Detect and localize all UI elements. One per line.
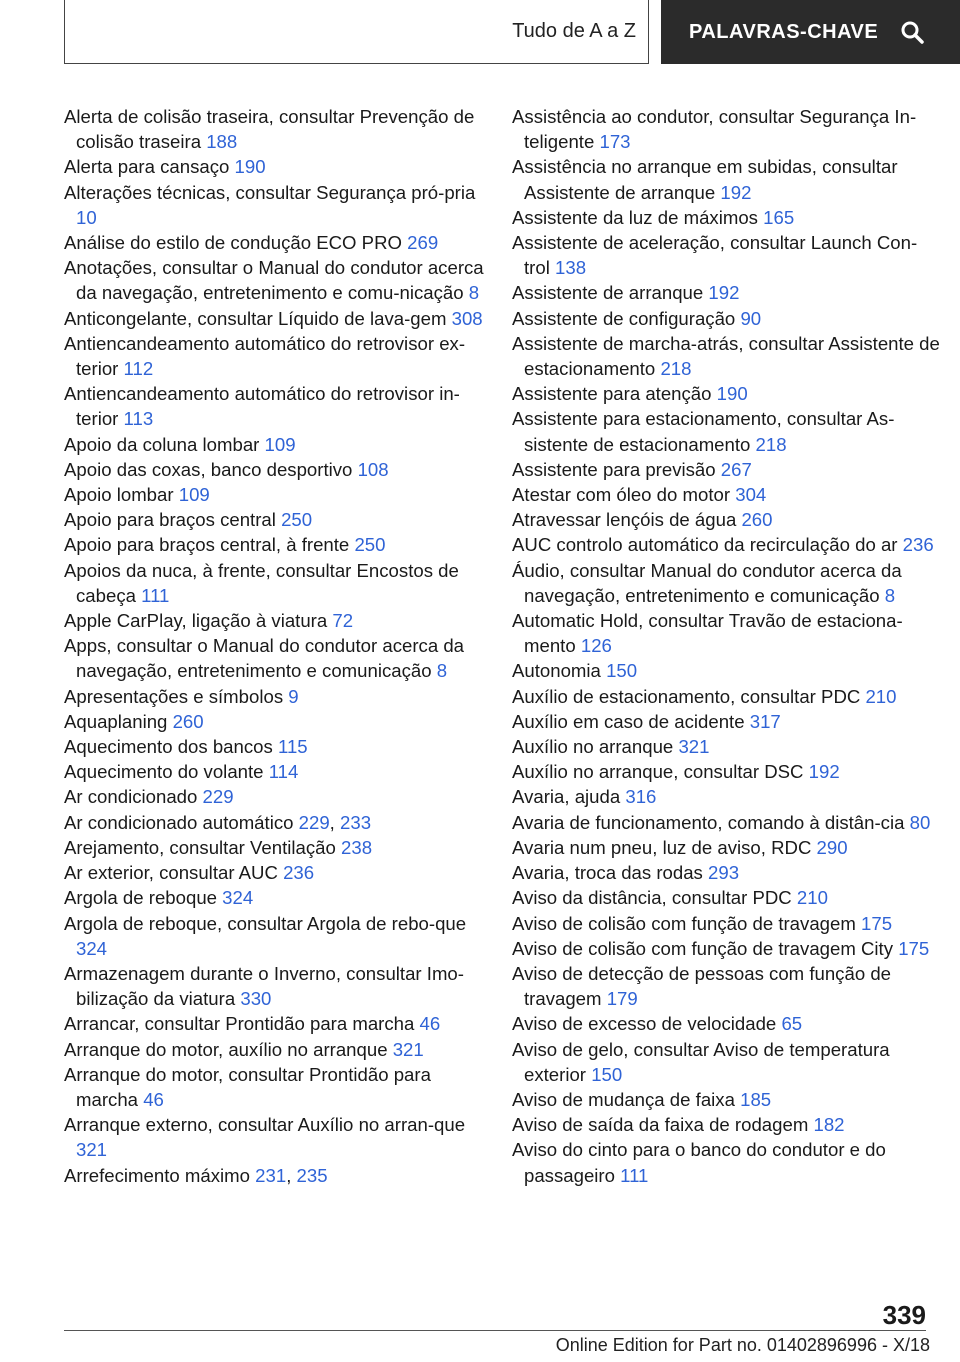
index-entry — [512, 709, 942, 734]
index-entry — [512, 961, 942, 1011]
index-entry — [64, 608, 494, 633]
index-entry — [512, 784, 942, 809]
index-term: Arrefecimento máximo — [64, 1164, 250, 1186]
page-link[interactable]: 190 — [234, 156, 266, 178]
index-term: Aquaplaning — [64, 710, 168, 732]
page-link[interactable]: 316 — [625, 786, 657, 808]
index-entry — [64, 306, 494, 331]
page-link[interactable]: 126 — [580, 635, 612, 657]
page-link[interactable]: 10 — [76, 206, 97, 228]
index-term: Aviso de gelo, consultar Aviso de temperatura exterior — [512, 1038, 890, 1085]
index-entry — [64, 457, 494, 482]
index-term: Arranque externo, consultar Auxílio no arran‐que — [64, 1114, 466, 1136]
page-link[interactable]: 109 — [178, 484, 210, 506]
page-link[interactable]: 192 — [720, 181, 752, 203]
page-link[interactable]: 115 — [277, 736, 308, 758]
index-entry — [64, 104, 494, 154]
page-link[interactable]: 293 — [708, 862, 740, 884]
page-link[interactable]: 150 — [606, 660, 638, 682]
index-entry — [512, 457, 942, 482]
page-link[interactable]: 238 — [341, 836, 373, 858]
index-entry — [512, 306, 942, 331]
index-entry — [512, 280, 942, 305]
page-link[interactable]: 111 — [620, 1164, 649, 1186]
index-term: Autonomia — [512, 660, 601, 682]
index-entry — [512, 835, 942, 860]
page-number: 339 — [882, 1300, 926, 1330]
index-entry — [64, 835, 494, 860]
index-term: Aviso de colisão com função de travagem — [512, 912, 856, 934]
page-link[interactable]: 138 — [555, 257, 587, 279]
page-link[interactable]: 321 — [678, 736, 710, 758]
index-entry — [512, 482, 942, 507]
index-term: Auxílio no arranque — [512, 736, 674, 758]
index-column-right — [512, 104, 942, 1188]
index-entry — [512, 1112, 942, 1137]
page-link[interactable]: 324 — [76, 937, 108, 959]
index-term: Antiencandeamento automático do retrovisor in‐terior — [64, 383, 460, 430]
page-link[interactable]: 165 — [763, 206, 795, 228]
index-term: Apresentações e símbolos — [64, 685, 284, 707]
index-term: Aviso do cinto para o banco do condutor e do passageiro — [512, 1139, 886, 1186]
index-entry — [64, 1112, 494, 1162]
index-term: Assistente de marcha-atrás, consultar Assistente de estacionamento — [512, 332, 940, 380]
keywords-tab-label: PALAVRAS-CHAVE — [689, 20, 879, 43]
index-entry — [512, 154, 942, 204]
page-link[interactable]: 109 — [264, 433, 296, 455]
page-link[interactable]: 324 — [222, 887, 254, 909]
index-term: AUC controlo automático da recirculação do ar — [512, 534, 898, 556]
page-link[interactable]: 218 — [660, 358, 692, 380]
index-term: Assistente de arranque — [512, 282, 704, 304]
index-entry — [64, 1062, 494, 1112]
index-term: Anticongelante, consultar Líquido de lava‐gem — [64, 307, 447, 329]
page-link[interactable]: 308 — [451, 307, 483, 329]
page-link[interactable]: 233 — [340, 811, 372, 833]
page-link[interactable]: 150 — [591, 1063, 623, 1085]
index-entry — [512, 381, 942, 406]
search-icon — [900, 20, 924, 44]
index-entry — [512, 1011, 942, 1036]
page-link[interactable]: 175 — [861, 912, 893, 934]
index-term: Áudio, consultar Manual do condutor acerca da navegação, entretenimento e comunicação — [512, 559, 902, 606]
index-entry — [64, 759, 494, 784]
index-term: Assistente para previsão — [512, 458, 716, 480]
page-link[interactable]: 229 — [298, 811, 330, 833]
index-term: Avaria, troca das rodas — [512, 862, 703, 884]
index-term: Apoios da nuca, à frente, consultar Encostos de cabeça — [64, 559, 459, 606]
index-term: Aviso de detecção de pessoas com função de travagem — [512, 962, 892, 1010]
index-entry — [512, 810, 942, 835]
index-entry — [64, 381, 494, 431]
index-term: Arrancar, consultar Prontidão para marcha — [64, 1013, 415, 1035]
index-entry — [512, 1037, 942, 1087]
index-entry — [512, 658, 942, 683]
index-term: Auxílio em caso de acidente — [512, 710, 745, 732]
index-term: Assistente de aceleração, consultar Launch Con‐trol — [512, 232, 918, 279]
index-entry — [512, 406, 942, 456]
index-term: Apoio das coxas, banco desportivo — [64, 458, 353, 480]
index-term: Assistente para estacionamento, consultar As‐sistente de estacionamento — [512, 408, 895, 455]
page-link[interactable]: 330 — [240, 988, 272, 1010]
page-link[interactable]: 317 — [749, 710, 781, 732]
index-term: Auxílio no arranque, consultar DSC — [512, 761, 804, 783]
index-term: Arranque do motor, consultar Prontidão para marcha — [64, 1063, 431, 1110]
page-link[interactable]: 304 — [735, 484, 767, 506]
index-entry — [512, 1087, 942, 1112]
page-link[interactable]: 9 — [288, 685, 299, 707]
index-term: Atestar com óleo do motor — [512, 484, 731, 506]
page-link[interactable]: 80 — [909, 811, 931, 833]
index-term: Arranque do motor, auxílio no arranque — [64, 1038, 388, 1060]
index-term: Avaria, ajuda — [512, 786, 621, 808]
index-term: Argola de reboque — [64, 887, 217, 909]
page-link[interactable]: 321 — [392, 1038, 424, 1060]
page-link[interactable]: 185 — [740, 1088, 772, 1110]
page-link[interactable]: 229 — [202, 786, 234, 808]
index-entry — [512, 608, 942, 658]
index-term: Alerta para cansaço — [64, 156, 230, 178]
index-entry — [64, 432, 494, 457]
index-term: Argola de reboque, consultar Argola de rebo‐que — [64, 912, 467, 934]
page-link[interactable]: 250 — [281, 509, 313, 531]
index-entry: Arrefecimento máximo 231, 235 — [64, 1164, 328, 1186]
page-link[interactable]: 260 — [172, 710, 204, 732]
page-link[interactable]: 65 — [781, 1013, 803, 1035]
footer-divider — [64, 1330, 926, 1331]
index-term: Aviso da distância, consultar PDC — [512, 887, 792, 909]
page-link[interactable]: 250 — [354, 534, 386, 556]
page-link[interactable]: 210 — [796, 887, 828, 909]
index-term: Assistência no arranque em subidas, consultar Assistente de arranque — [512, 156, 898, 203]
index-entry — [64, 482, 494, 507]
page-link[interactable]: 267 — [720, 458, 752, 480]
index-entry — [512, 230, 942, 280]
index-entry — [64, 911, 494, 961]
index-term: Aviso de colisão com função de travagem City — [512, 937, 894, 959]
index-term: Assistente de configuração — [512, 307, 736, 329]
index-entry — [64, 532, 494, 557]
index-term: Ar condicionado automático — [64, 811, 294, 833]
page-link[interactable]: 190 — [716, 383, 748, 405]
index-term: Arejamento, consultar Ventilação — [64, 836, 336, 858]
page-link[interactable]: 8 — [884, 584, 896, 606]
index-entry — [512, 507, 942, 532]
index-entry — [64, 633, 494, 683]
index-entry — [512, 104, 942, 154]
index-term: Alterações técnicas, consultar Segurança pró‐pria — [64, 181, 476, 203]
page-link[interactable]: 182 — [813, 1114, 845, 1136]
page-link[interactable]: 8 — [468, 282, 480, 304]
index-term: Antiencandeamento automático do retrovisor ex‐terior — [64, 332, 466, 380]
index-term: Aviso de mudança de faixa — [512, 1088, 735, 1110]
index-term: Alerta de colisão traseira, consultar Prevenção de colisão traseira — [64, 106, 475, 153]
index-term: Ar condicionado — [64, 786, 198, 808]
page-link[interactable]: 173 — [599, 131, 631, 153]
index-entry — [512, 911, 942, 936]
index-entry — [512, 205, 942, 230]
page-link[interactable]: 236 — [902, 534, 934, 556]
page-link[interactable]: 46 — [143, 1088, 164, 1110]
index-entry — [512, 860, 942, 885]
index-entry — [64, 1011, 494, 1036]
index-entry — [64, 1037, 494, 1062]
page-link[interactable]: 113 — [123, 408, 154, 430]
page-link[interactable]: 290 — [816, 836, 848, 858]
index-term: Assistente da luz de máximos — [512, 206, 758, 228]
index-entry — [512, 331, 942, 381]
section-tab-label: Tudo de A a Z — [512, 20, 636, 42]
page-link[interactable]: 192 — [808, 761, 840, 783]
index-entry — [512, 734, 942, 759]
index-entry — [512, 1137, 942, 1187]
index-term: Ar exterior, consultar AUC — [64, 862, 278, 884]
page-link[interactable]: 260 — [741, 509, 773, 531]
index-entry — [64, 230, 494, 255]
page-link[interactable]: 90 — [740, 307, 762, 329]
page-link[interactable]: 210 — [865, 685, 897, 707]
page-link[interactable]: 179 — [606, 988, 638, 1010]
index-entry — [512, 558, 942, 608]
page-link[interactable]: 108 — [357, 458, 389, 480]
index-term: Aquecimento dos bancos — [64, 736, 273, 758]
index-term: Auxílio de estacionamento, consultar PDC — [512, 685, 861, 707]
page-link[interactable]: 269 — [407, 232, 439, 254]
index-entry — [64, 860, 494, 885]
index-term: Avaria de funcionamento, comando à distân‐cia — [512, 811, 905, 833]
index-entry — [64, 734, 494, 759]
page-link[interactable]: 321 — [76, 1139, 108, 1161]
index-entry — [64, 255, 494, 305]
page-link[interactable]: 175 — [898, 937, 930, 959]
page-link[interactable]: 231 — [255, 1164, 287, 1186]
section-tab[interactable] — [64, 0, 649, 64]
index-entry — [64, 558, 494, 608]
page-link[interactable]: 72 — [332, 610, 354, 632]
index-entry — [64, 154, 494, 179]
index-term: Análise do estilo de condução ECO PRO — [64, 232, 402, 254]
page-link[interactable]: 114 — [268, 761, 299, 783]
index-column-left — [64, 104, 494, 1188]
index-term: Apoio para braços central, à frente — [64, 534, 350, 556]
index-entry — [512, 885, 942, 910]
index-term: Assistência ao condutor, consultar Segurança In‐teligente — [512, 106, 917, 153]
index-entry — [64, 885, 494, 910]
page-link[interactable]: 188 — [206, 131, 238, 153]
index-term: Apple CarPlay, ligação à viatura — [64, 610, 328, 632]
index-entry — [512, 684, 942, 709]
index-entry — [64, 784, 494, 809]
page-link[interactable]: 8 — [436, 660, 448, 682]
page-link[interactable]: 236 — [283, 862, 315, 884]
index-term: Apps, consultar o Manual do condutor acerca da navegação, entretenimento e comunicação — [64, 635, 465, 682]
edition-note: Online Edition for Part no. 01402896996 - X/18 — [555, 1335, 930, 1355]
index-entry — [64, 684, 494, 709]
page-link[interactable]: 111 — [141, 584, 170, 606]
index-term: Aviso de excesso de velocidade — [512, 1013, 777, 1035]
page-link[interactable]: 112 — [123, 358, 154, 380]
index-term: Automatic Hold, consultar Travão de estaciona‐mento — [512, 610, 903, 657]
index-term: Anotações, consultar o Manual do condutor acerca da navegação, entretenimento e comu‐nicação — [64, 257, 484, 304]
index-term: Atravessar lençóis de água — [512, 509, 737, 531]
keywords-tab[interactable] — [661, 0, 960, 64]
index-term: Aviso de saída da faixa de rodagem — [512, 1114, 809, 1136]
index-entry — [64, 331, 494, 381]
index-entry: Ar condicionado automático 229, 233 — [64, 811, 372, 833]
index-term: Assistente para atenção — [512, 383, 712, 405]
index-term: Avaria num pneu, luz de aviso, RDC — [512, 836, 812, 858]
index-term: Armazenagem durante o Inverno, consultar Imo‐bilização da viatura — [64, 962, 464, 1010]
index-term: Apoio para braços central — [64, 509, 276, 531]
index-entry — [512, 759, 942, 784]
index-entry — [64, 709, 494, 734]
index-entry — [64, 507, 494, 532]
index-term: Aquecimento do volante — [64, 761, 264, 783]
index-entry — [64, 961, 494, 1011]
index-entry — [64, 180, 494, 230]
index-term: Apoio da coluna lombar — [64, 433, 260, 455]
page-link[interactable]: 235 — [296, 1164, 328, 1186]
index-entry — [512, 532, 942, 557]
page-link[interactable]: 218 — [755, 433, 787, 455]
page-link[interactable]: 46 — [419, 1013, 441, 1035]
index-term: Apoio lombar — [64, 484, 174, 506]
page-link[interactable]: 192 — [708, 282, 740, 304]
index-entry — [512, 936, 942, 961]
